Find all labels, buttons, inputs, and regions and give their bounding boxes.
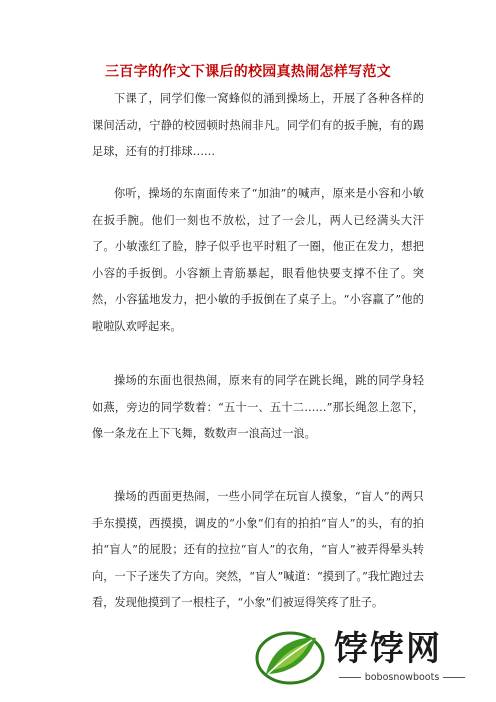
watermark-logo (254, 628, 474, 688)
watermark-domain (334, 672, 470, 684)
paragraph-3: 操场的东面也很热闹，原来有的同学在跳长绳，跳的同学身轻如燕，旁边的同学数着：“五十一、五十二……”那长绳忽上忽下，像一条龙在上下飞舞，数数声一浪高过一浪。 (92, 374, 424, 440)
leaf-logo-icon (254, 628, 326, 686)
watermark-domain-text: bobosnowboots (364, 672, 440, 683)
paragraph-2: 你听，操场的东南面传来了“加油”的喊声，原来是小容和小敏在扳手腕。他们一刻也不放松，过了一会儿，两人已经满头大汗了。小敏涨红了脸，脖子似乎也平时粗了一圈，他正在发力，想把小容的手扳倒。小容额上青筋暴起，眼看他快要支撑不住了。突然，小容猛地发力，把小敏的手扳倒在了桌子上。“小容赢了”他的啦啦队欢呼起来。 (92, 187, 424, 333)
divider-right (443, 677, 465, 678)
paragraph-1: 下课了，同学们像一窝蜂似的涌到操场上，开展了各种各样的课间活动，宁静的校园顿时热闹非凡。同学们有的扳手腕，有的踢足球，还有的打排球…… (92, 92, 424, 158)
watermark-brand-name: 饽饽网 (334, 629, 442, 669)
paragraph-4: 操场的西面更热闹，一些小同学在玩盲人摸象，“盲人”的两只手东摸摸，西摸摸，调皮的“小象”们有的拍拍“盲人”的头，有的拍拍“盲人”的屁股；还有的拉拉“盲人”的衣角，“盲人”被弄得晕头转向，一下子迷失了方向。突然，“盲人”喊道：“摸到了。”我忙跑过去看，发现他摸到了一根柱子，“小象”们被逗得笑疼了肚子。 (92, 490, 424, 609)
divider-left (339, 677, 361, 678)
document-title: 三百字的作文下课后的校园真热闹怎样写范文 (105, 64, 391, 80)
